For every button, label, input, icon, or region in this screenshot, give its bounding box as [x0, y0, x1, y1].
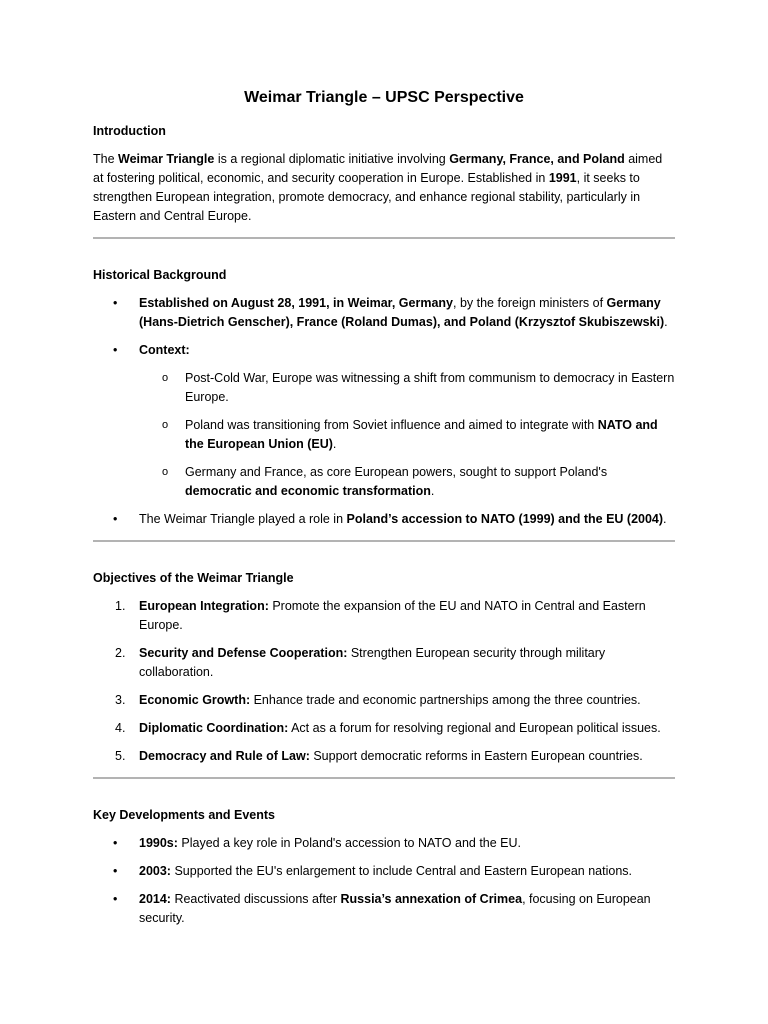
bold-text: democratic and economic transformation — [185, 484, 431, 498]
section-heading-introduction: Introduction — [93, 124, 166, 138]
bold-text: Security and Defense Cooperation: — [139, 646, 348, 660]
text-run: The — [93, 152, 119, 166]
development-text — [139, 864, 632, 878]
list-number: 2. — [115, 646, 126, 660]
text-run: , by the foreign ministers of — [453, 296, 607, 310]
history-item-accession — [93, 510, 675, 529]
history-item-context — [93, 341, 675, 360]
developments-list — [93, 834, 675, 928]
list-number: 5. — [115, 749, 126, 763]
development-item-1990s — [93, 834, 675, 853]
horizontal-rule — [93, 540, 675, 542]
bold-text: Germany, France, and Poland — [449, 152, 625, 166]
text-run: , it seeks to strengthen European integration, promote democracy, and enhance regional stability, particularly in Eastern and Central Europe. — [93, 171, 641, 223]
objective-item-4 — [93, 719, 675, 738]
text-run: Played a key role in Poland's accession to NATO and the EU. — [177, 836, 522, 850]
development-item-2003 — [93, 862, 675, 881]
objective-text — [139, 599, 646, 632]
text-run: . — [332, 437, 337, 451]
objectives-list — [93, 597, 675, 766]
objective-text — [139, 749, 643, 763]
objective-text — [139, 646, 605, 679]
text-run: Post-Cold War, Europe was witnessing a shift from communism to democracy in Eastern Europe. — [185, 371, 675, 404]
text-run: . — [663, 512, 667, 526]
bullet: • — [113, 343, 118, 357]
horizontal-rule — [93, 237, 675, 239]
development-text — [139, 892, 651, 925]
objective-item-2 — [93, 644, 675, 682]
history-item-1 — [93, 294, 675, 332]
objective-text — [139, 693, 641, 707]
intro-paragraph — [93, 150, 675, 226]
text-run: Act as a forum for resolving regional and European political issues. — [288, 721, 661, 735]
text-run: . — [430, 484, 435, 498]
text-run: Strengthen European security through military collaboration. — [139, 646, 606, 679]
section-heading-historical-background: Historical Background — [93, 268, 227, 282]
bullet: • — [113, 864, 118, 878]
text-run: Germany and France, as core European powers, sought to support Poland's — [185, 465, 608, 479]
sub-bullet: o — [162, 372, 169, 384]
bold-text: European Integration: — [139, 599, 269, 613]
objective-item-3 — [93, 691, 675, 710]
list-number: 3. — [115, 693, 126, 707]
objective-item-5 — [93, 747, 675, 766]
document-content — [93, 86, 675, 928]
page-title: Weimar Triangle – UPSC Perspective — [244, 89, 524, 106]
text-run: aimed at fostering political, economic, and security cooperation in Europe. Established in — [93, 152, 663, 185]
objective-text — [139, 721, 661, 735]
bold-text: 1990s: — [139, 836, 178, 850]
bullet: • — [113, 892, 118, 906]
section-heading-key-developments: Key Developments and Events — [93, 808, 276, 822]
bold-text: 2014: — [139, 892, 171, 906]
bold-text: NATO and the European Union (EU) — [185, 418, 658, 451]
history-list — [93, 294, 675, 529]
bold-text: Weimar Triangle — [118, 152, 215, 166]
context-item-1 — [93, 369, 675, 407]
bold-text: 2003: — [139, 864, 171, 878]
section-heading-objectives: Objectives of the Weimar Triangle — [93, 571, 294, 585]
text-run: Reactivated discussions after — [170, 892, 341, 906]
history-item-text — [139, 512, 667, 526]
list-number: 1. — [115, 599, 126, 613]
development-text — [139, 836, 521, 850]
text-run: The Weimar Triangle played a role in — [139, 512, 347, 526]
text-run: Promote the expansion of the EU and NATO in Central and Eastern Europe. — [139, 599, 646, 632]
sub-bullet: o — [162, 419, 169, 431]
bold-text: Diplomatic Coordination: — [139, 721, 289, 735]
context-item-3 — [93, 463, 675, 501]
text-run: Support democratic reforms in Eastern European countries. — [309, 749, 643, 763]
development-item-2014 — [93, 890, 675, 928]
history-item-text — [139, 296, 668, 329]
sub-bullet: o — [162, 466, 169, 478]
bold-text: Established on August 28, 1991, in Weimar, Germany — [139, 296, 453, 310]
bullet: • — [113, 296, 118, 310]
list-number: 4. — [115, 721, 126, 735]
context-item-text — [185, 371, 674, 404]
bold-text: Economic Growth: — [139, 693, 251, 707]
bold-text: 1991 — [548, 171, 577, 185]
text-run: is a regional diplomatic initiative involving — [214, 152, 450, 166]
bullet: • — [113, 836, 118, 850]
context-item-text — [185, 465, 607, 498]
bold-text: Context: — [139, 343, 190, 357]
text-run: Enhance trade and economic partnerships among the three countries. — [250, 693, 641, 707]
objective-item-1 — [93, 597, 675, 635]
context-item-text — [185, 418, 658, 451]
history-item-text — [139, 343, 190, 357]
bold-text: Poland’s accession to NATO (1999) and the EU (2004) — [346, 512, 664, 526]
bold-text: Democracy and Rule of Law: — [139, 749, 310, 763]
bullet: • — [113, 512, 118, 526]
bold-text: Germany (Hans-Dietrich Genscher), France (Roland Dumas), and Poland (Krzysztof Skubiszewski) — [139, 296, 665, 329]
text-run: . — [664, 315, 668, 329]
horizontal-rule — [93, 777, 675, 779]
bold-text: Russia’s annexation of Crimea — [340, 892, 523, 906]
text-run: Supported the EU's enlargement to include Central and Eastern European nations. — [170, 864, 632, 878]
context-item-2 — [93, 416, 675, 454]
text-run: , focusing on European security. — [139, 892, 651, 925]
text-run: Poland was transitioning from Soviet influence and aimed to integrate with — [185, 418, 598, 432]
